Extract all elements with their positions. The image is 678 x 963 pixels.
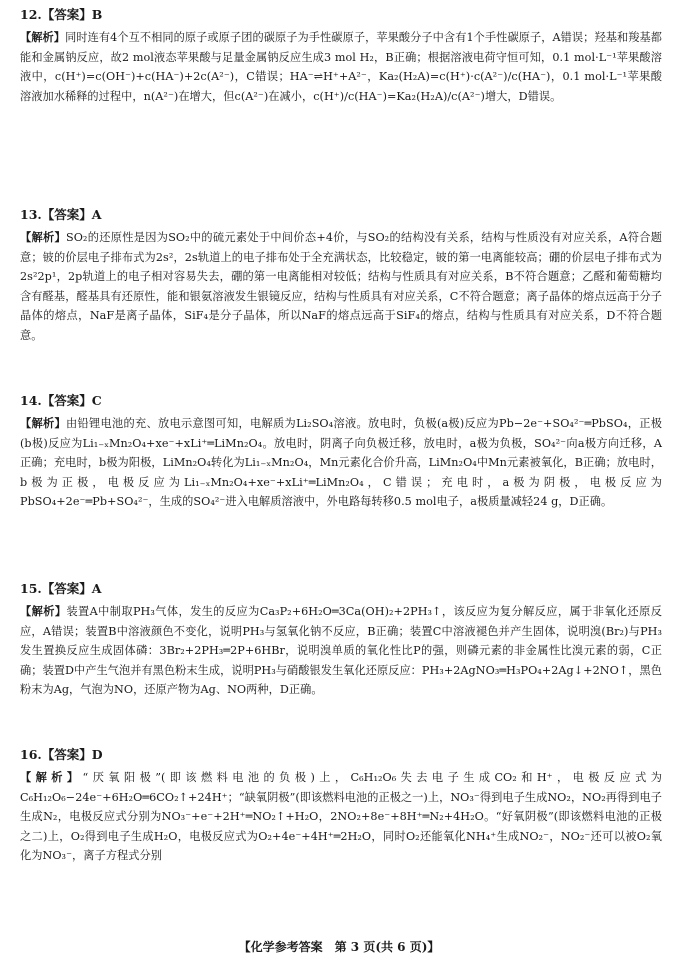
question-12 (20, 6, 662, 106)
explanation (20, 414, 662, 512)
explanation (20, 768, 662, 866)
explanation-text: 装置A中制取PH₃气体，发生的反应为Ca₃P₂+6H₂O═3Ca(OH)₂+2PH₃↑，该反应为复分解反应，属于非氧化还原反应，A错误；装置B中溶液颜色不变化，说明PH₃与氢氧化钠不反应，B正确；装置C中溶液褪色并产生固体，说明溴(Br₂)与PH₃发生置换反应生成固体磷：3Br₂+2PH₃═2P+6HBr，说明溴单质的氧化性比P的强，则磷元素的非金属性比溴元素的弱，C正确；装置D中产生气泡并有黑色粉末生成，说明PH₃与硝酸银发生氧化还原反应：PH₃+2AgNO₃═H₃PO₄+2Ag↓+2NO↑，黑色粉末为Ag，气泡为NO，还原产物为Ag、NO两种，D正确。 (20, 605, 662, 697)
answer-line: 14.【答案】C (20, 393, 102, 408)
explanation (20, 602, 662, 700)
explanation (20, 228, 662, 346)
explanation-tag: 【解析】 (20, 770, 83, 784)
explanation-tag: 【解析】 (20, 416, 67, 430)
answer-line: 13.【答案】A (20, 207, 102, 222)
page-footer: 【化学参考答案 第 3 页(共 6 页)】 (238, 940, 440, 954)
answer-line: 15.【答案】A (20, 581, 102, 596)
answer-line: 12.【答案】B (20, 7, 103, 22)
explanation-text: “厌氧阳极”(即该燃料电池的负极)上，C₆H₁₂O₆失去电子生成CO₂和H⁺，电极反应式为C₆H₁₂O₆−24e⁻+6H₂O═6CO₂↑+24H⁺；“缺氧阴极”(即该燃料电池的正极之一)上，NO₃⁻得到电子生成NO₂，NO₂再得到电子生成N₂，电极反应式分别为NO₃⁻+e⁻+2H⁺═NO₂↑+H₂O，2NO₂+8e⁻+8H⁺═N₂+4H₂O。“好氧阴极”(即该燃料电池的正极之二)上，O₂得到电子生成H₂O，电极反应式为O₂+4e⁻+4H⁺═2H₂O，同时O₂还能氧化NH₄⁺生成NO₂⁻，NO₂⁻还可以被O₂氧化为NO₃⁻，离子方程式分别 (20, 771, 663, 863)
explanation-text: 由铅锂电池的充、放电示意图可知，电解质为Li₂SO₄溶液。放电时，负极(a极)反应为Pb−2e⁻+SO₄²⁻═PbSO₄，正极(b极)反应为Li₁₋ₓMn₂O₄+xe⁻+xLi⁺═LiMn₂O₄。放电时，阴离子向负极迁移，放电时，a极为负极，SO₄²⁻向a极方向迁移，A正确；充电时，b极为阳极，LiMn₂O₄转化为Li₁₋ₓMn₂O₄，Mn元素化合价升高，LiMn₂O₄中Mn元素被氧化，B正确；放电时，b极为正极，电极反应为Li₁₋ₓMn₂O₄+xe⁻+xLi⁺═LiMn₂O₄，C错误；充电时，a极为阴极，电极反应为PbSO₄+2e⁻═Pb+SO₄²⁻，生成的SO₄²⁻进入电解质溶液中，外电路每转移0.5 mol电子，a极质量减轻24 g，D正确。 (20, 417, 662, 509)
question-14 (20, 392, 662, 512)
explanation-text: SO₂的还原性是因为SO₂中的硫元素处于中间价态+4价，与SO₂的结构没有关系，结构与性质没有对应关系，A符合题意；铍的价层电子排布式为2s²，2s轨道上的电子排布处于全充满状态，比较稳定，铍的第一电离能较高；硼的价层电子排布式为2s²2p¹，2p轨道上的电子相对容易失去，硼的第一电离能相对较低；结构与性质具有对应关系，B不符合题意；乙醛和葡萄糖均含有醛基，醛基具有还原性，能和银氨溶液发生银镜反应，结构与性质具有对应关系，C不符合题意；离子晶体的熔点远高于分子晶体的熔点，NaF是离子晶体，SiF₄是分子晶体，所以NaF的熔点远高于SiF₄的熔点，结构与性质具有对应关系，D不符合题意。 (20, 231, 663, 342)
explanation-text: 同时连有4个互不相同的原子或原子团的碳原子为手性碳原子，苹果酸分子中含有1个手性碳原子，A错误；羟基和羧基都能和金属钠反应，故2 mol液态苹果酸与足量金属钠反应生成3 mol H₂，B正确；根据溶液电荷守恒可知，0.1 mol·L⁻¹苹果酸溶液中，c(H⁺)=c(OH⁻)+c(HA⁻)+2c(A²⁻)，C错误；HA⁻⇌H⁺+A²⁻，Ka₂(H₂A)=c(H⁺)·c(A²⁻)/c(HA⁻)，0.1 mol·L⁻¹苹果酸溶液加水稀释的过程中，n(A²⁻)在增大，但c(A²⁻)在减小，c(H⁺)/c(HA⁻)=Ka₂(H₂A)/c(A²⁻)增大，D错误。 (20, 31, 662, 103)
explanation-tag: 【解析】 (20, 30, 66, 44)
explanation-tag: 【解析】 (20, 230, 66, 244)
explanation (20, 28, 662, 106)
question-16 (20, 746, 662, 866)
explanation-tag: 【解析】 (20, 604, 67, 618)
answer-line: 16.【答案】D (20, 747, 103, 762)
question-13 (20, 206, 662, 346)
question-15 (20, 580, 662, 700)
